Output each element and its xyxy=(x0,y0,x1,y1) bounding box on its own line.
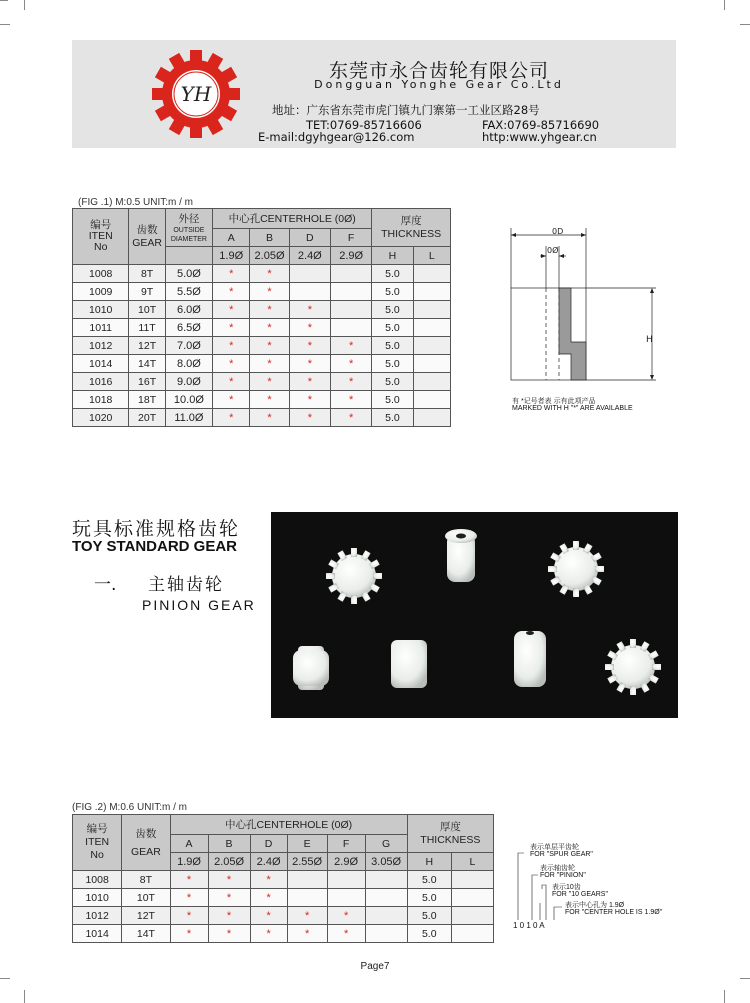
gear-count-cell: 11T xyxy=(129,319,165,337)
thickness-l-cell xyxy=(413,301,450,319)
availability-mark: * xyxy=(250,409,289,427)
table-row xyxy=(73,391,451,409)
item-no-cell: 1010 xyxy=(73,301,129,319)
hole-letter: E xyxy=(287,835,327,853)
item-no-cell: 1011 xyxy=(73,319,129,337)
col-thickness: 厚度 THICKNESS xyxy=(372,209,451,247)
hole-size: 2.9Ø xyxy=(327,853,365,871)
availability-mark xyxy=(365,889,407,907)
availability-mark: * xyxy=(250,871,287,889)
availability-mark: * xyxy=(327,925,365,943)
gear-count-cell: 9T xyxy=(129,283,165,301)
thickness-h-cell: 5.0 xyxy=(372,301,413,319)
availability-mark: * xyxy=(330,373,371,391)
gear-count-cell: 12T xyxy=(122,907,170,925)
table-row xyxy=(73,301,451,319)
availability-mark: * xyxy=(250,925,287,943)
table-row xyxy=(73,337,451,355)
hole-size: 1.9Ø xyxy=(170,853,208,871)
outside-diameter-cell: 7.0Ø xyxy=(165,337,212,355)
thickness-h-cell: 5.0 xyxy=(407,907,451,925)
company-fax: FAX:0769-85716690 xyxy=(482,118,600,132)
od-label: 0D xyxy=(552,227,564,236)
legend-spur-cn: 表示单层平齿轮 xyxy=(530,844,579,851)
fig1-spec-table xyxy=(72,208,451,427)
availability-mark: * xyxy=(289,337,330,355)
availability-mark: * xyxy=(289,319,330,337)
legend-pinion-cn: 表示轴齿轮 xyxy=(540,865,575,872)
hole-size: 2.4Ø xyxy=(250,853,287,871)
thick-l: L xyxy=(413,247,450,265)
availability-note-cn: 有 *记号者表 示有此项产品 xyxy=(512,398,596,405)
availability-mark: * xyxy=(289,373,330,391)
item-no-cell: 1009 xyxy=(73,283,129,301)
outside-diameter-cell: 5.0Ø xyxy=(165,265,212,283)
availability-mark: * xyxy=(213,373,250,391)
subsection-number: 一. xyxy=(94,575,117,595)
outside-diameter-cell: 8.0Ø xyxy=(165,355,212,373)
gear-count-cell: 18T xyxy=(129,391,165,409)
availability-mark: * xyxy=(330,391,371,409)
availability-mark: * xyxy=(213,337,250,355)
availability-mark: * xyxy=(170,889,208,907)
hole-size: 2.55Ø xyxy=(287,853,327,871)
availability-mark: * xyxy=(250,391,289,409)
availability-mark: * xyxy=(213,409,250,427)
item-no-cell: 1008 xyxy=(73,265,129,283)
thickness-h-cell: 5.0 xyxy=(372,337,413,355)
outside-diameter-cell: 5.5Ø xyxy=(165,283,212,301)
company-website[interactable]: http:www.yhgear.cn xyxy=(482,130,597,144)
hole-letter: D xyxy=(289,229,330,247)
thickness-h-cell: 5.0 xyxy=(372,391,413,409)
thickness-l-cell xyxy=(413,355,450,373)
availability-mark: * xyxy=(250,265,289,283)
availability-mark: * xyxy=(289,355,330,373)
col-item-no: 编号 ITEN No xyxy=(73,209,129,265)
hole-size: 2.4Ø xyxy=(289,247,330,265)
hole-letter: A xyxy=(170,835,208,853)
availability-mark: * xyxy=(213,283,250,301)
thickness-l-cell xyxy=(413,373,450,391)
item-no-cell: 1012 xyxy=(73,907,122,925)
item-no-cell: 1008 xyxy=(73,871,122,889)
availability-mark xyxy=(365,907,407,925)
thickness-l-cell xyxy=(413,319,450,337)
thickness-l-cell xyxy=(451,907,493,925)
hole-size: 1.9Ø xyxy=(213,247,250,265)
availability-mark: * xyxy=(208,889,250,907)
thickness-h-cell: 5.0 xyxy=(372,319,413,337)
gear-count-cell: 12T xyxy=(129,337,165,355)
availability-mark: * xyxy=(250,373,289,391)
availability-mark: * xyxy=(213,391,250,409)
thickness-l-cell xyxy=(413,283,450,301)
thickness-h-cell: 5.0 xyxy=(372,265,413,283)
availability-mark: * xyxy=(289,391,330,409)
thickness-h-cell: 5.0 xyxy=(407,889,451,907)
thickness-h-cell: 5.0 xyxy=(407,925,451,943)
thickness-h-cell: 5.0 xyxy=(372,283,413,301)
availability-mark xyxy=(327,889,365,907)
table-row xyxy=(73,925,494,943)
table-row xyxy=(73,409,451,427)
hole-letter: B xyxy=(250,229,289,247)
availability-mark xyxy=(289,283,330,301)
thickness-l-cell xyxy=(413,409,450,427)
thickness-l-cell xyxy=(413,337,450,355)
gear-logo-icon xyxy=(150,48,242,140)
gear-count-cell: 20T xyxy=(129,409,165,427)
legend-teeth-en: FOR "10 GEARS" xyxy=(552,891,608,898)
thickness-h-cell: 5.0 xyxy=(372,355,413,373)
fig1-label: (FIG .1) M:0.5 UNIT:m / m xyxy=(78,197,194,208)
availability-mark: * xyxy=(250,889,287,907)
availability-mark: * xyxy=(250,319,289,337)
thickness-l-cell xyxy=(451,889,493,907)
legend-hole-cn: 表示中心孔为 1.9Ø xyxy=(565,902,625,909)
gear-count-cell: 14T xyxy=(122,925,170,943)
availability-mark: * xyxy=(208,925,250,943)
outside-diameter-cell: 10.0Ø xyxy=(165,391,212,409)
table-row xyxy=(73,373,451,391)
availability-mark xyxy=(330,301,371,319)
col-outside-diameter: 外径 OUTSIDE DIAMETER xyxy=(165,209,212,247)
gear-count-cell: 8T xyxy=(122,871,170,889)
availability-mark: * xyxy=(250,355,289,373)
outside-diameter-cell: 6.5Ø xyxy=(165,319,212,337)
col-gear: 齿数 GEAR xyxy=(122,815,170,871)
hole-diameter-label: 0Ø xyxy=(547,246,559,255)
availability-mark xyxy=(330,319,371,337)
thick-h: H xyxy=(407,853,451,871)
availability-mark: * xyxy=(208,871,250,889)
table-row xyxy=(73,355,451,373)
col-thickness: 厚度 THICKNESS xyxy=(407,815,493,853)
legend-spur-en: FOR "SPUR GEAR" xyxy=(530,851,593,858)
hole-size: 2.05Ø xyxy=(208,853,250,871)
availability-mark: * xyxy=(250,337,289,355)
availability-mark: * xyxy=(213,355,250,373)
section-title-en: TOY STANDARD GEAR xyxy=(72,538,238,555)
thick-l: L xyxy=(451,853,493,871)
item-no-cell: 1020 xyxy=(73,409,129,427)
item-no-cell: 1016 xyxy=(73,373,129,391)
hole-size: 2.9Ø xyxy=(330,247,371,265)
availability-mark: * xyxy=(250,907,287,925)
col-center-hole: 中心孔CENTERHOLE (0Ø) xyxy=(170,815,407,835)
availability-mark: * xyxy=(213,301,250,319)
table-row xyxy=(73,265,451,283)
hole-letter: B xyxy=(208,835,250,853)
availability-mark: * xyxy=(287,925,327,943)
col-item-no: 编号 ITEN No xyxy=(73,815,122,871)
company-name-cn: 东莞市永合齿轮有限公司 xyxy=(328,60,549,82)
availability-mark: * xyxy=(289,409,330,427)
svg-text:YH: YH xyxy=(180,82,212,106)
company-name-en: Dongguan Yonghe Gear Co.Ltd xyxy=(314,78,564,91)
availability-mark: * xyxy=(287,907,327,925)
gear-count-cell: 14T xyxy=(129,355,165,373)
subsection-title-en: PINION GEAR xyxy=(142,597,256,613)
availability-mark: * xyxy=(330,409,371,427)
hole-letter: G xyxy=(365,835,407,853)
availability-mark xyxy=(289,265,330,283)
thickness-h-cell: 5.0 xyxy=(407,871,451,889)
gear-dimension-diagram xyxy=(500,222,670,392)
gear-count-cell: 10T xyxy=(122,889,170,907)
availability-mark xyxy=(287,889,327,907)
page-number: Page7 xyxy=(360,961,390,972)
fig2-spec-table xyxy=(72,814,494,943)
thickness-l-cell xyxy=(451,871,493,889)
fig2-label: (FIG .2) M:0.6 UNIT:m / m xyxy=(72,802,188,813)
availability-mark: * xyxy=(170,925,208,943)
hole-letter: D xyxy=(250,835,287,853)
legend-teeth-cn: 表示10齿 xyxy=(552,884,581,891)
availability-mark: * xyxy=(208,907,250,925)
gear-count-cell: 10T xyxy=(129,301,165,319)
availability-mark: * xyxy=(213,265,250,283)
availability-mark: * xyxy=(170,871,208,889)
availability-mark: * xyxy=(250,283,289,301)
company-email[interactable]: E-mail:dgyhgear@126.com xyxy=(258,130,415,144)
thickness-h-cell: 5.0 xyxy=(372,373,413,391)
hole-size: 2.05Ø xyxy=(250,247,289,265)
thickness-l-cell xyxy=(413,265,450,283)
hole-letter: F xyxy=(327,835,365,853)
thickness-h-cell: 5.0 xyxy=(372,409,413,427)
height-label: H xyxy=(646,335,653,345)
item-no-cell: 1018 xyxy=(73,391,129,409)
company-address: 地址：广东省东莞市虎门镇九门寨第一工业区路28号 xyxy=(272,103,540,117)
table-row xyxy=(73,889,494,907)
availability-mark: * xyxy=(330,337,371,355)
availability-mark: * xyxy=(213,319,250,337)
subsection-title-cn: 主轴齿轮 xyxy=(148,575,224,595)
gear-count-cell: 8T xyxy=(129,265,165,283)
table-row xyxy=(73,283,451,301)
thickness-l-cell xyxy=(451,925,493,943)
availability-mark xyxy=(330,265,371,283)
availability-mark xyxy=(330,283,371,301)
table-row xyxy=(73,319,451,337)
company-tel: TET:0769-85716606 xyxy=(306,118,422,132)
legend-code: 1 0 1 0 A xyxy=(513,921,545,930)
item-no-cell: 1012 xyxy=(73,337,129,355)
thick-h: H xyxy=(372,247,413,265)
availability-note-en: MARKED WITH H "*" ARE AVAILABLE xyxy=(512,405,633,412)
col-gear: 齿数 GEAR xyxy=(129,209,165,265)
item-no-cell: 1010 xyxy=(73,889,122,907)
hole-letter: A xyxy=(213,229,250,247)
legend-hole-en: FOR "CENTER HOLE IS 1.9Ø" xyxy=(565,909,663,916)
col-center-hole: 中心孔CENTERHOLE (0Ø) xyxy=(213,209,372,229)
hole-letter: F xyxy=(330,229,371,247)
availability-mark: * xyxy=(170,907,208,925)
thickness-l-cell xyxy=(413,391,450,409)
hole-size: 3.05Ø xyxy=(365,853,407,871)
table-row xyxy=(73,907,494,925)
outside-diameter-cell: 11.0Ø xyxy=(165,409,212,427)
item-no-cell: 1014 xyxy=(73,355,129,373)
availability-mark xyxy=(327,871,365,889)
item-no-cell: 1014 xyxy=(73,925,122,943)
table-row xyxy=(73,871,494,889)
availability-mark xyxy=(287,871,327,889)
availability-mark xyxy=(365,925,407,943)
availability-mark: * xyxy=(327,907,365,925)
availability-mark: * xyxy=(330,355,371,373)
availability-mark: * xyxy=(250,301,289,319)
section-title-cn: 玩具标准规格齿轮 xyxy=(72,518,241,540)
pinion-gear-photo xyxy=(271,512,678,718)
legend-pinion-en: FOR "PINION" xyxy=(540,872,586,879)
availability-mark: * xyxy=(289,301,330,319)
availability-mark xyxy=(365,871,407,889)
outside-diameter-cell: 9.0Ø xyxy=(165,373,212,391)
gear-count-cell: 16T xyxy=(129,373,165,391)
outside-diameter-cell: 6.0Ø xyxy=(165,301,212,319)
